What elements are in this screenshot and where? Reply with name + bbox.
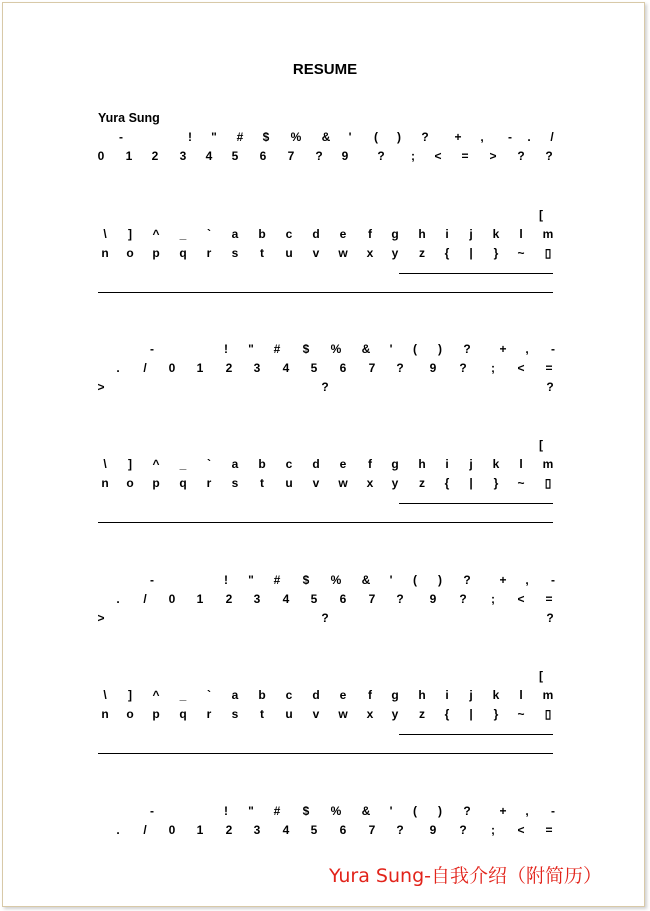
char-glyph: i: [445, 457, 449, 471]
char-glyph: /: [143, 823, 147, 837]
char-glyph: h: [418, 688, 426, 702]
char-glyph: /: [143, 361, 147, 375]
char-glyph: p: [152, 246, 160, 260]
char-glyph: c: [285, 227, 293, 241]
char-glyph: f: [368, 457, 372, 471]
char-glyph: w: [338, 476, 348, 490]
char-glyph: 5: [231, 149, 239, 163]
char-row: [0, 823, 650, 839]
char-glyph: =: [545, 823, 553, 837]
char-glyph: s: [231, 476, 239, 490]
char-glyph: 1: [196, 823, 204, 837]
char-glyph: %: [330, 342, 342, 356]
short-rule: [399, 273, 553, 274]
char-glyph: .: [116, 823, 120, 837]
char-glyph: ?: [463, 804, 471, 818]
char-glyph: %: [330, 573, 342, 587]
char-glyph: ): [438, 342, 442, 356]
char-glyph: 7: [368, 823, 376, 837]
short-rule: [399, 503, 553, 504]
char-glyph: ^: [152, 457, 160, 471]
char-glyph: /: [143, 592, 147, 606]
char-glyph: <: [517, 361, 525, 375]
char-glyph: +: [454, 130, 462, 144]
char-glyph: <: [517, 823, 525, 837]
char-glyph: ?: [321, 611, 329, 625]
char-glyph: p: [152, 707, 160, 721]
char-glyph: s: [231, 707, 239, 721]
char-glyph: =: [545, 592, 553, 606]
char-glyph: ^: [152, 227, 160, 241]
char-glyph: !: [224, 804, 228, 818]
char-glyph: /: [550, 130, 554, 144]
char-glyph: !: [224, 342, 228, 356]
char-glyph: ': [389, 804, 393, 818]
section-divider: [98, 522, 553, 523]
char-glyph: f: [368, 227, 372, 241]
char-glyph: ?: [546, 380, 554, 394]
char-glyph: ]: [128, 457, 132, 471]
char-row: [0, 227, 650, 243]
char-glyph: n: [101, 246, 109, 260]
char-glyph: ": [248, 573, 254, 587]
char-glyph: y: [391, 246, 399, 260]
char-glyph: >: [97, 611, 105, 625]
char-glyph: %: [290, 130, 302, 144]
char-glyph: 0: [168, 361, 176, 375]
char-glyph: {: [444, 707, 450, 721]
char-glyph: 0: [97, 149, 105, 163]
char-glyph: 4: [205, 149, 213, 163]
char-glyph: ?: [396, 823, 404, 837]
char-glyph: ]: [128, 688, 132, 702]
char-glyph: +: [499, 342, 507, 356]
char-glyph: n: [101, 476, 109, 490]
char-glyph: %: [330, 804, 342, 818]
char-glyph: e: [339, 688, 347, 702]
char-glyph: g: [391, 457, 399, 471]
char-glyph: ?: [377, 149, 385, 163]
char-glyph: q: [179, 476, 187, 490]
char-glyph: 6: [339, 823, 347, 837]
char-glyph: \: [103, 688, 107, 702]
char-glyph: -: [508, 130, 512, 144]
char-glyph: i: [445, 688, 449, 702]
char-glyph: &: [361, 804, 371, 818]
char-glyph: z: [419, 476, 425, 490]
char-glyph: t: [260, 246, 264, 260]
char-glyph: p: [152, 476, 160, 490]
char-glyph: y: [391, 707, 399, 721]
char-row: [0, 149, 650, 165]
char-glyph: #: [273, 573, 281, 587]
char-glyph: g: [391, 227, 399, 241]
char-glyph: w: [338, 707, 348, 721]
char-glyph: r: [206, 707, 212, 721]
char-glyph: $: [262, 130, 270, 144]
char-glyph: ▯: [544, 246, 552, 260]
char-glyph: j: [469, 457, 473, 471]
char-glyph: (: [413, 573, 417, 587]
char-glyph: -: [150, 804, 154, 818]
char-glyph: &: [321, 130, 331, 144]
char-glyph: v: [312, 707, 320, 721]
char-glyph: ~: [517, 246, 525, 260]
char-glyph: 3: [253, 361, 261, 375]
char-glyph: u: [285, 707, 293, 721]
char-glyph: i: [445, 227, 449, 241]
char-row: [0, 688, 650, 704]
char-row: [0, 380, 650, 396]
char-glyph: o: [126, 476, 134, 490]
char-glyph: #: [273, 804, 281, 818]
char-glyph: ;: [491, 592, 495, 606]
char-glyph: m: [542, 227, 554, 241]
char-glyph: !: [188, 130, 192, 144]
char-glyph: m: [542, 457, 554, 471]
char-glyph: ?: [421, 130, 429, 144]
char-glyph: <: [517, 592, 525, 606]
char-glyph: q: [179, 246, 187, 260]
char-glyph: ?: [517, 149, 525, 163]
char-glyph: x: [366, 476, 374, 490]
char-glyph: 6: [339, 361, 347, 375]
char-glyph: $: [302, 804, 310, 818]
char-glyph: 1: [196, 592, 204, 606]
char-glyph: ?: [545, 149, 553, 163]
char-glyph: y: [391, 476, 399, 490]
char-glyph: ;: [491, 823, 495, 837]
char-glyph: f: [368, 688, 372, 702]
char-glyph: e: [339, 457, 347, 471]
char-glyph: #: [273, 342, 281, 356]
char-glyph: 3: [253, 592, 261, 606]
char-glyph: ?: [459, 361, 467, 375]
char-glyph: ): [438, 804, 442, 818]
char-row: [0, 592, 650, 608]
char-glyph: $: [302, 342, 310, 356]
char-glyph: ;: [411, 149, 415, 163]
char-glyph: h: [418, 227, 426, 241]
char-glyph: ?: [396, 592, 404, 606]
char-glyph: ]: [128, 227, 132, 241]
char-glyph: ^: [152, 688, 160, 702]
char-row: [0, 457, 650, 473]
char-glyph: o: [126, 707, 134, 721]
char-glyph: 0: [168, 823, 176, 837]
char-glyph: 9: [429, 592, 437, 606]
char-glyph: ?: [315, 149, 323, 163]
char-glyph: l: [519, 688, 523, 702]
char-glyph: ): [397, 130, 401, 144]
char-glyph: ?: [321, 380, 329, 394]
char-glyph: 4: [282, 361, 290, 375]
char-glyph: -: [150, 342, 154, 356]
char-glyph: -: [150, 573, 154, 587]
char-glyph: $: [302, 573, 310, 587]
char-glyph: x: [366, 707, 374, 721]
char-glyph: 5: [310, 592, 318, 606]
char-glyph: =: [545, 361, 553, 375]
char-glyph: `: [207, 457, 211, 471]
char-glyph: z: [419, 707, 425, 721]
char-glyph: b: [258, 688, 266, 702]
char-glyph: 5: [310, 823, 318, 837]
document-title: RESUME: [292, 61, 358, 78]
char-glyph: 7: [368, 361, 376, 375]
char-glyph: d: [312, 457, 320, 471]
char-glyph: |: [469, 246, 473, 260]
char-glyph: ,: [480, 130, 484, 144]
char-glyph: z: [419, 246, 425, 260]
char-glyph: d: [312, 688, 320, 702]
char-glyph: 4: [282, 823, 290, 837]
char-row: [0, 342, 650, 358]
char-glyph: ): [438, 573, 442, 587]
char-glyph: t: [260, 476, 264, 490]
char-glyph: 2: [225, 592, 233, 606]
char-glyph: 7: [287, 149, 295, 163]
char-glyph: j: [469, 227, 473, 241]
char-glyph: r: [206, 476, 212, 490]
char-glyph: l: [519, 227, 523, 241]
char-glyph: -: [551, 342, 555, 356]
char-glyph: >: [489, 149, 497, 163]
char-glyph: e: [339, 227, 347, 241]
char-glyph: c: [285, 457, 293, 471]
char-glyph: 3: [253, 823, 261, 837]
char-glyph: ▯: [544, 707, 552, 721]
char-glyph: b: [258, 457, 266, 471]
char-glyph: ▯: [544, 476, 552, 490]
char-glyph: ?: [396, 361, 404, 375]
char-glyph: 2: [225, 361, 233, 375]
bracket-glyph: [: [539, 208, 543, 222]
char-glyph: g: [391, 688, 399, 702]
char-glyph: (: [413, 342, 417, 356]
char-glyph: a: [231, 457, 239, 471]
char-glyph: 2: [151, 149, 159, 163]
char-glyph: ?: [463, 342, 471, 356]
char-glyph: #: [236, 130, 244, 144]
char-glyph: ': [389, 342, 393, 356]
char-glyph: v: [312, 246, 320, 260]
char-row: [0, 361, 650, 377]
char-glyph: .: [116, 592, 120, 606]
char-glyph: ": [248, 804, 254, 818]
char-glyph: 1: [125, 149, 133, 163]
char-glyph: ?: [546, 611, 554, 625]
char-glyph: (: [413, 804, 417, 818]
char-glyph: {: [444, 476, 450, 490]
char-glyph: s: [231, 246, 239, 260]
char-glyph: u: [285, 246, 293, 260]
char-glyph: r: [206, 246, 212, 260]
char-glyph: o: [126, 246, 134, 260]
char-glyph: j: [469, 688, 473, 702]
char-glyph: 6: [259, 149, 267, 163]
char-glyph: 0: [168, 592, 176, 606]
char-glyph: n: [101, 707, 109, 721]
char-glyph: +: [499, 573, 507, 587]
char-glyph: <: [434, 149, 442, 163]
applicant-name: Yura Sung: [98, 111, 160, 125]
char-glyph: ,: [525, 342, 529, 356]
char-glyph: ?: [459, 823, 467, 837]
short-rule: [399, 734, 553, 735]
char-glyph: `: [207, 688, 211, 702]
char-glyph: 9: [341, 149, 349, 163]
char-glyph: ?: [459, 592, 467, 606]
char-glyph: _: [179, 688, 187, 702]
char-glyph: |: [469, 476, 473, 490]
char-glyph: \: [103, 457, 107, 471]
char-glyph: {: [444, 246, 450, 260]
char-glyph: d: [312, 227, 320, 241]
char-glyph: x: [366, 246, 374, 260]
char-glyph: v: [312, 476, 320, 490]
char-glyph: 6: [339, 592, 347, 606]
char-glyph: _: [179, 227, 187, 241]
char-glyph: c: [285, 688, 293, 702]
char-glyph: m: [542, 688, 554, 702]
char-glyph: t: [260, 707, 264, 721]
char-glyph: -: [551, 573, 555, 587]
char-glyph: 3: [179, 149, 187, 163]
char-glyph: 9: [429, 361, 437, 375]
char-glyph: }: [493, 707, 499, 721]
char-glyph: ": [211, 130, 217, 144]
char-glyph: 4: [282, 592, 290, 606]
char-glyph: =: [461, 149, 469, 163]
bracket-glyph: [: [539, 438, 543, 452]
char-glyph: 5: [310, 361, 318, 375]
char-glyph: }: [493, 476, 499, 490]
char-glyph: .: [116, 361, 120, 375]
char-row: [0, 707, 650, 723]
char-glyph: \: [103, 227, 107, 241]
char-glyph: 2: [225, 823, 233, 837]
char-glyph: w: [338, 246, 348, 260]
char-glyph: 9: [429, 823, 437, 837]
char-row: [0, 573, 650, 589]
char-glyph: _: [179, 457, 187, 471]
char-glyph: ,: [525, 573, 529, 587]
section-divider: [98, 753, 553, 754]
char-glyph: 1: [196, 361, 204, 375]
char-glyph: ~: [517, 476, 525, 490]
bracket-glyph: [: [539, 669, 543, 683]
char-glyph: h: [418, 457, 426, 471]
char-glyph: !: [224, 573, 228, 587]
section-divider: [98, 292, 553, 293]
char-glyph: .: [527, 130, 531, 144]
char-row: [0, 804, 650, 820]
footer-caption: Yura Sung-自我介绍（附简历）: [328, 865, 602, 887]
char-glyph: ;: [491, 361, 495, 375]
char-glyph: ?: [463, 573, 471, 587]
char-glyph: a: [231, 688, 239, 702]
char-glyph: b: [258, 227, 266, 241]
char-glyph: >: [97, 380, 105, 394]
char-row: [0, 130, 650, 146]
char-glyph: q: [179, 707, 187, 721]
char-glyph: ~: [517, 707, 525, 721]
char-glyph: 7: [368, 592, 376, 606]
char-row: [0, 246, 650, 262]
char-glyph: -: [551, 804, 555, 818]
char-glyph: l: [519, 457, 523, 471]
char-glyph: k: [492, 227, 500, 241]
char-glyph: `: [207, 227, 211, 241]
char-glyph: +: [499, 804, 507, 818]
char-glyph: &: [361, 573, 371, 587]
char-glyph: k: [492, 457, 500, 471]
char-row: [0, 476, 650, 492]
char-glyph: &: [361, 342, 371, 356]
char-glyph: }: [493, 246, 499, 260]
char-glyph: (: [374, 130, 378, 144]
char-glyph: -: [119, 130, 123, 144]
char-glyph: a: [231, 227, 239, 241]
char-glyph: ,: [525, 804, 529, 818]
char-glyph: |: [469, 707, 473, 721]
char-glyph: ': [389, 573, 393, 587]
char-glyph: k: [492, 688, 500, 702]
char-row: [0, 611, 650, 627]
char-glyph: ': [348, 130, 352, 144]
char-glyph: ": [248, 342, 254, 356]
char-glyph: u: [285, 476, 293, 490]
